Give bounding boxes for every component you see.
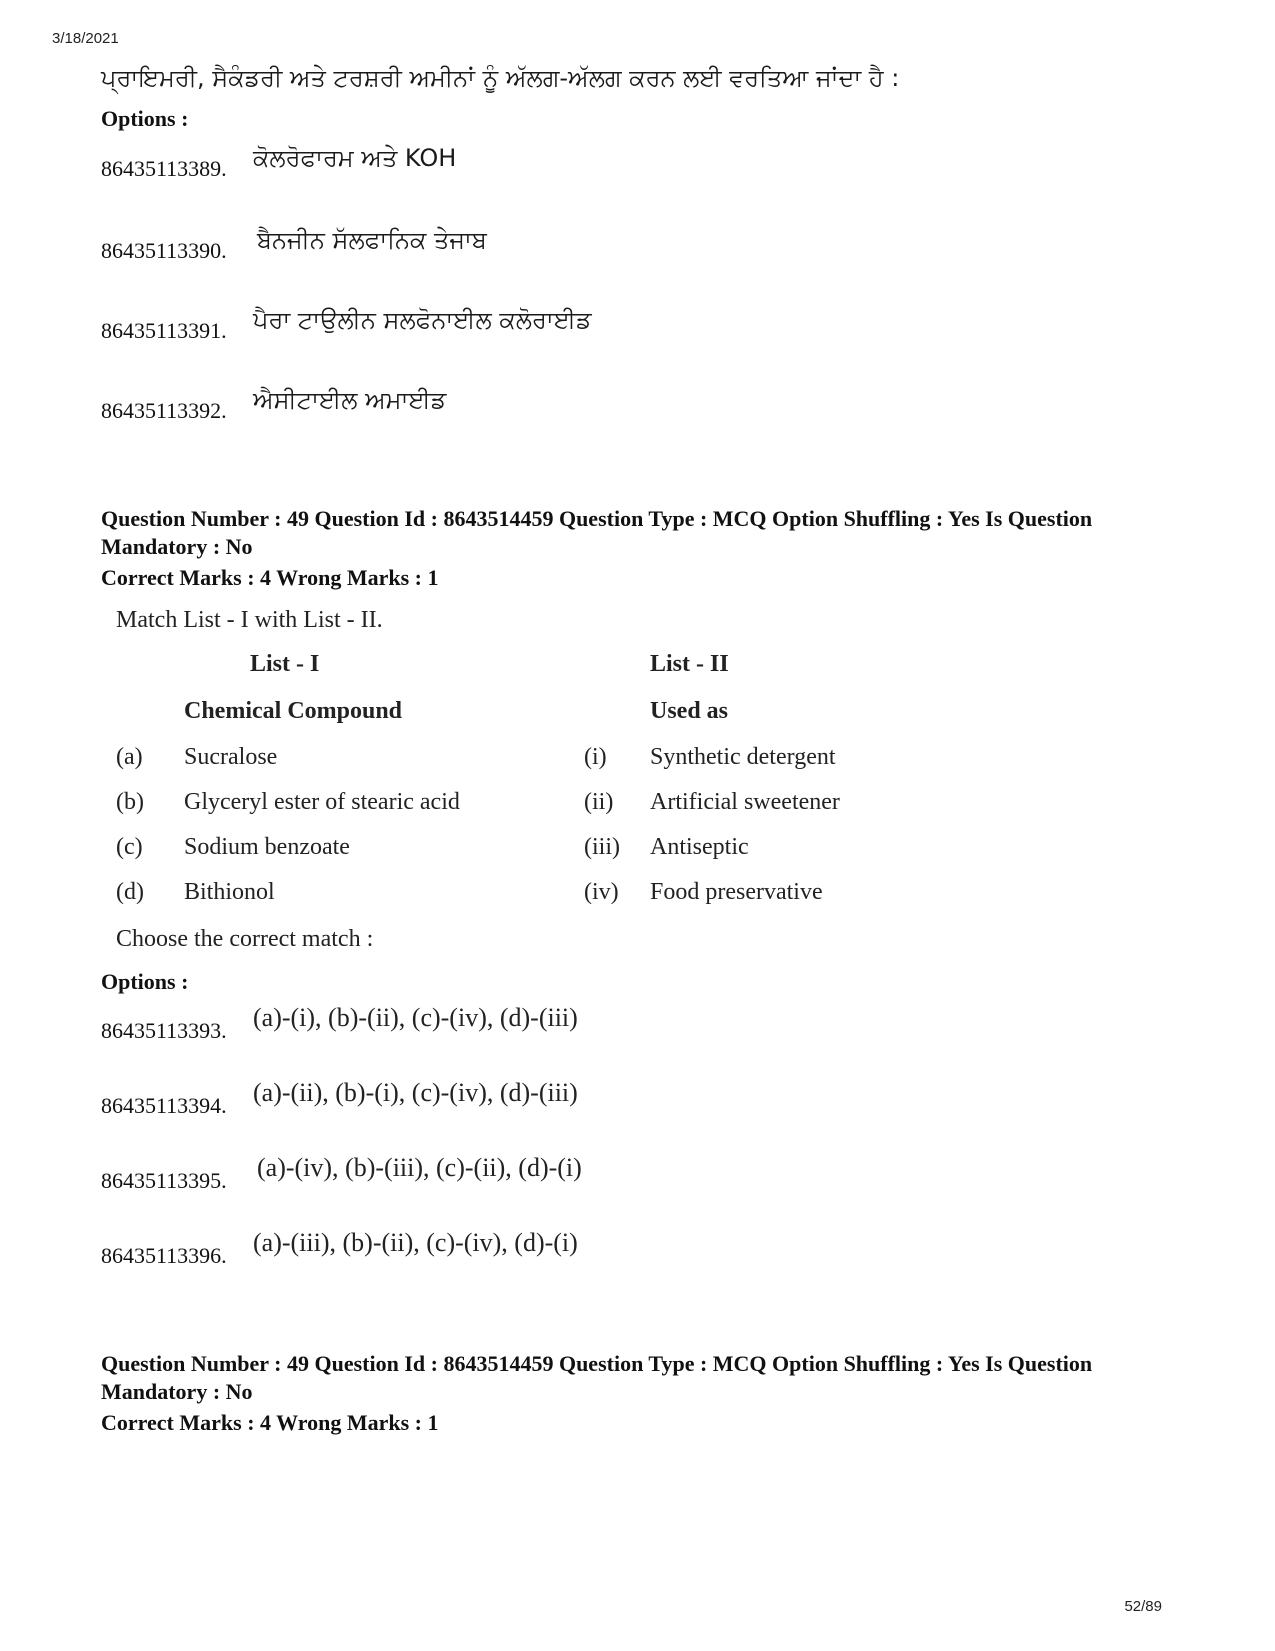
compound: Bithionol — [184, 879, 275, 905]
choose-instruction: Choose the correct match : — [116, 926, 374, 952]
list1-title: List - I — [250, 651, 320, 677]
option-id: 86435113390. — [101, 238, 227, 263]
option-text: ਕੋਲਰੋਫਾਰਮ ਅਤੇ KOH — [253, 144, 457, 172]
print-date: 3/18/2021 — [52, 30, 119, 47]
option-id: 86435113395. — [101, 1168, 227, 1193]
row-label: (a) — [116, 744, 143, 770]
use-label: (i) — [584, 744, 607, 770]
use-label: (iv) — [584, 879, 619, 905]
option-text: (a)-(iv), (b)-(iii), (c)-(ii), (d)-(i) — [257, 1153, 582, 1182]
use: Artificial sweetener — [650, 789, 840, 815]
compound: Sucralose — [184, 744, 278, 770]
use: Antiseptic — [650, 834, 749, 860]
row-label: (b) — [116, 789, 144, 815]
use: Food preservative — [650, 879, 823, 905]
option-text: ਐਸੀਟਾਈਲ ਅਮਾਈਡ — [253, 386, 447, 414]
question-header: Question Number : 49 Question Id : 8643514459 Question Type : MCQ Option Shuffling : Yes Is Question Mandatory : No — [101, 506, 1093, 559]
question-text-punjabi: ਪ੍ਰਾਇਮਰੀ, ਸੈਕੰਡਰੀ ਅਤੇ ਟਰਸ਼ਰੀ ਅਮੀਨਾਂ ਨੂੰ ਅੱਲਗ-ਅੱਲਗ ਕਰਨ ਲਈ ਵਰਤਿਆ ਜਾਂਦਾ ਹੈ : — [101, 64, 900, 92]
use-label: (iii) — [584, 834, 620, 860]
option-id: 86435113393. — [101, 1018, 227, 1043]
list2-subtitle: Used as — [650, 698, 729, 724]
compound: Sodium benzoate — [184, 834, 350, 860]
list2-title: List - II — [650, 651, 729, 677]
options-label: Options : — [101, 106, 189, 131]
question-header: Question Number : 49 Question Id : 8643514459 Question Type : MCQ Option Shuffling : Yes Is Question Mandatory : No — [101, 1351, 1093, 1404]
match-instruction: Match List - I with List - II. — [116, 607, 383, 633]
option-text: (a)-(i), (b)-(ii), (c)-(iv), (d)-(iii) — [253, 1003, 578, 1032]
use-label: (ii) — [584, 789, 614, 815]
question-marks: Correct Marks : 4 Wrong Marks : 1 — [101, 565, 439, 590]
options-label: Options : — [101, 969, 189, 994]
use: Synthetic detergent — [650, 744, 836, 770]
row-label: (d) — [116, 879, 144, 905]
question-marks: Correct Marks : 4 Wrong Marks : 1 — [101, 1410, 439, 1435]
option-id: 86435113396. — [101, 1243, 227, 1268]
row-label: (c) — [116, 834, 143, 860]
option-id: 86435113394. — [101, 1093, 227, 1118]
option-text: ਬੈਨਜੀਨ ਸੱਲਫਾਨਿਕ ਤੇਜਾਬ — [257, 226, 487, 254]
option-id: 86435113391. — [101, 318, 227, 343]
option-text: (a)-(ii), (b)-(i), (c)-(iv), (d)-(iii) — [253, 1078, 578, 1107]
option-id: 86435113389. — [101, 156, 227, 181]
option-id: 86435113392. — [101, 398, 227, 423]
page-number: 52/89 — [1124, 1598, 1162, 1615]
list1-subtitle: Chemical Compound — [184, 698, 403, 724]
option-text: ਪੈਰਾ ਟਾਉਲੀਨ ਸਲਫੋਨਾਈਲ ਕਲੋਰਾਈਡ — [253, 306, 592, 334]
option-text: (a)-(iii), (b)-(ii), (c)-(iv), (d)-(i) — [253, 1228, 578, 1257]
compound: Glyceryl ester of stearic acid — [184, 789, 460, 815]
